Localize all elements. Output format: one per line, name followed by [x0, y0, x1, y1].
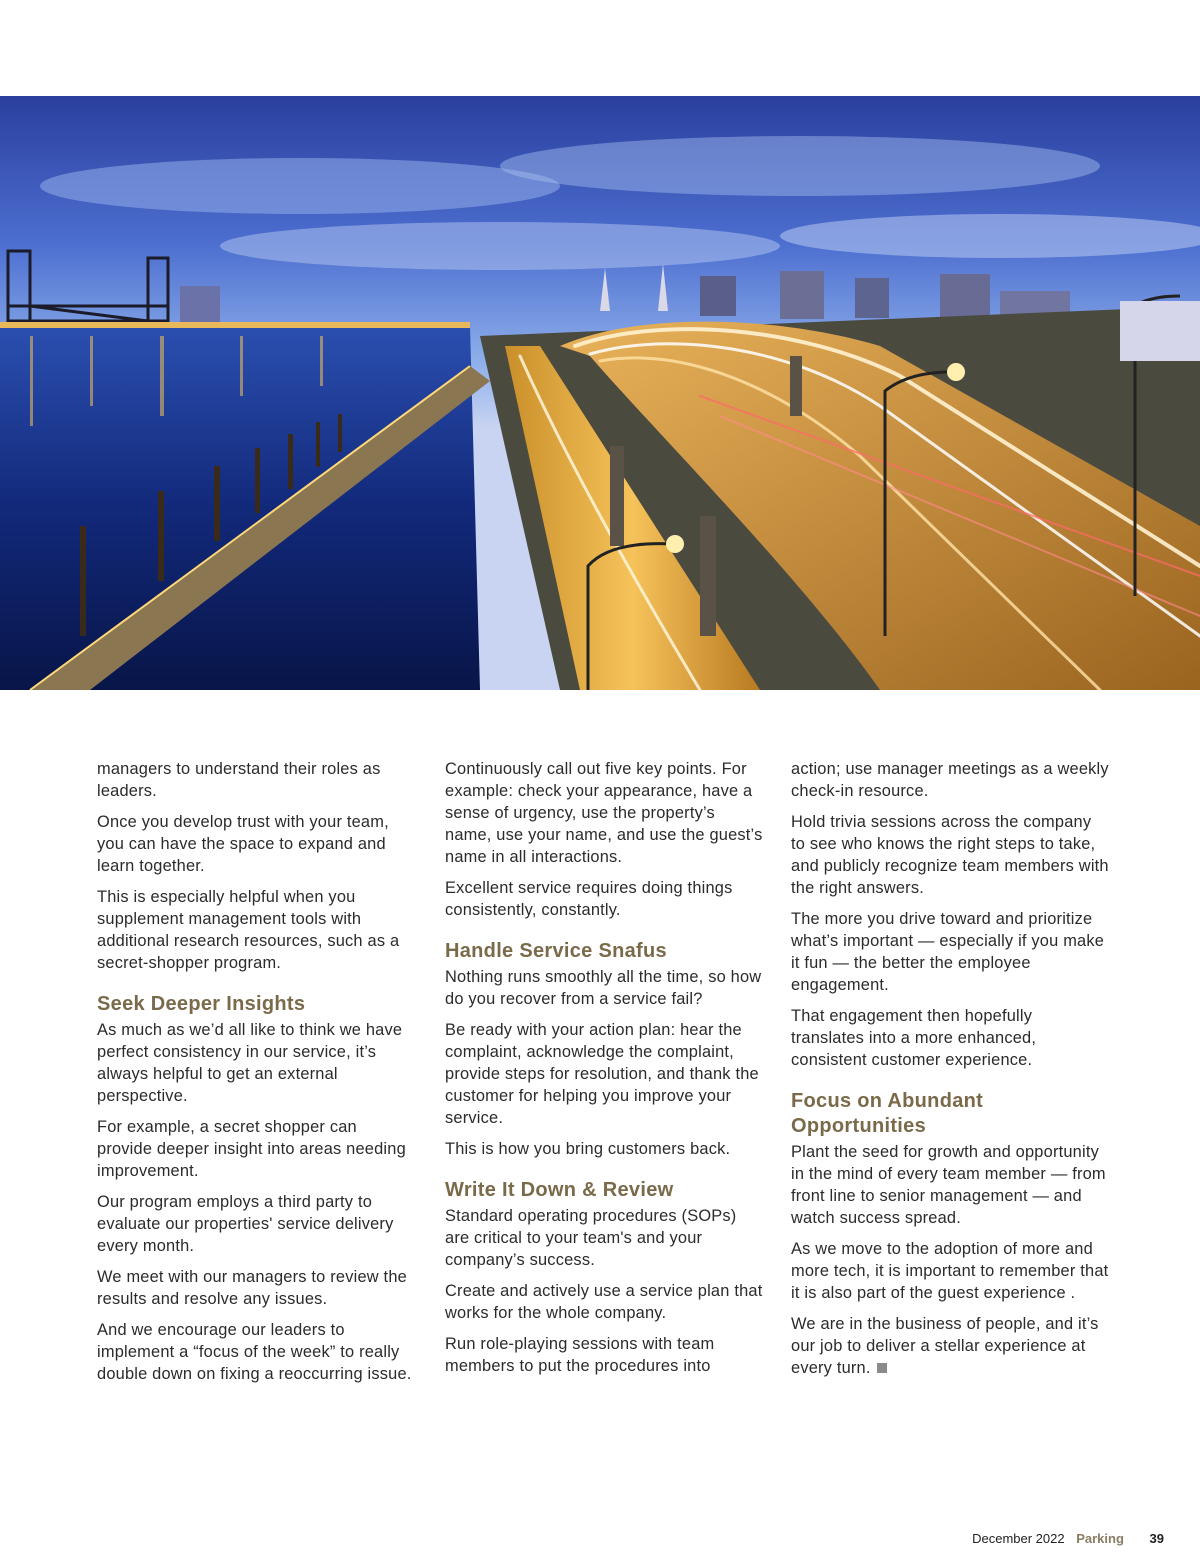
paragraph: This is especially helpful when you supplement management tools with additional research resources, such as a secret-shopper program.: [97, 888, 400, 972]
end-of-article-square-icon: [877, 1363, 887, 1373]
paragraph: Plant the seed for growth and opportunity in the mind of every team member — from front line to senior management — and watch success spread.: [791, 1143, 1106, 1227]
text-column-1: [97, 758, 415, 1394]
paragraph: For example, a secret shopper can provide deeper insight into areas needing improvement.: [97, 1118, 406, 1180]
paragraph: We meet with our managers to review the results and resolve any issues.: [97, 1268, 407, 1308]
paragraph: Create and actively use a service plan that works for the whole company.: [445, 1282, 763, 1322]
paragraph: Standard operating procedures (SOPs) are critical to your team's and your company’s success.: [445, 1207, 737, 1269]
paragraph: Continuously call out five key points. For example: check your appearance, have a sense of urgency, use the property’s name, use your name, and use the guest’s name in all interactions.: [445, 760, 763, 866]
paragraph: That engagement then hopefully translates into a more enhanced, consistent customer experience.: [791, 1007, 1037, 1069]
paragraph: This is how you bring customers back.: [445, 1140, 731, 1158]
text-column-2: [445, 758, 763, 1386]
paragraph: Nothing runs smoothly all the time, so how do you recover from a service fail?: [445, 968, 762, 1008]
paragraph: action; use manager meetings as a weekly check-in resource.: [791, 760, 1109, 800]
issue-date: December 2022: [972, 1531, 1065, 1546]
page-footer: [972, 1530, 1164, 1548]
paragraph: The more you drive toward and prioritize what’s important — especially if you make it fun — the better the employee engagement.: [791, 910, 1105, 994]
paragraph: Be ready with your action plan: hear the complaint, acknowledge the complaint, provide steps for resolution, and thank the customer for helping you improve your service.: [445, 1021, 759, 1127]
section-heading-handle-service-snafus: Handle Service Snafus: [445, 940, 667, 962]
section-heading-seek-deeper-insights: Seek Deeper Insights: [97, 993, 306, 1015]
paragraph: Our program employs a third party to evaluate our properties' service delivery every month.: [97, 1193, 394, 1255]
paragraph: Hold trivia sessions across the company to see who knows the right steps to take, and publicly recognize team members with the right answers.: [791, 813, 1109, 897]
publication-name: Parking: [1076, 1531, 1124, 1546]
paragraph: And we encourage our leaders to implement a “focus of the week” to really double down on fixing a reoccurring issue.: [97, 1321, 412, 1383]
section-heading-write-it-down: Write It Down & Review: [445, 1179, 674, 1201]
text-column-3: [791, 758, 1109, 1388]
section-heading-focus-on-abundant-opportunities: Focus on Abundant Opportunities: [791, 1090, 984, 1137]
paragraph: Run role-playing sessions with team members to put the procedures into: [445, 1335, 715, 1375]
page-number: 39: [1149, 1531, 1164, 1546]
paragraph-final: [791, 1313, 1109, 1379]
hero-photo: [0, 96, 1200, 690]
paragraph-text: We are in the business of people, and it’s our job to deliver a stellar experience at every turn.: [791, 1315, 1099, 1377]
paragraph: managers to understand their roles as leaders.: [97, 760, 381, 800]
paragraph: As we move to the adoption of more and more tech, it is important to remember that it is also part of the guest experience .: [791, 1240, 1109, 1302]
paragraph: Once you develop trust with your team, you can have the space to expand and learn together.: [97, 813, 389, 875]
paragraph: Excellent service requires doing things consistently, constantly.: [445, 879, 733, 919]
paragraph: As much as we’d all like to think we have perfect consistency in our service, it’s always helpful to get an external perspective.: [97, 1021, 403, 1105]
